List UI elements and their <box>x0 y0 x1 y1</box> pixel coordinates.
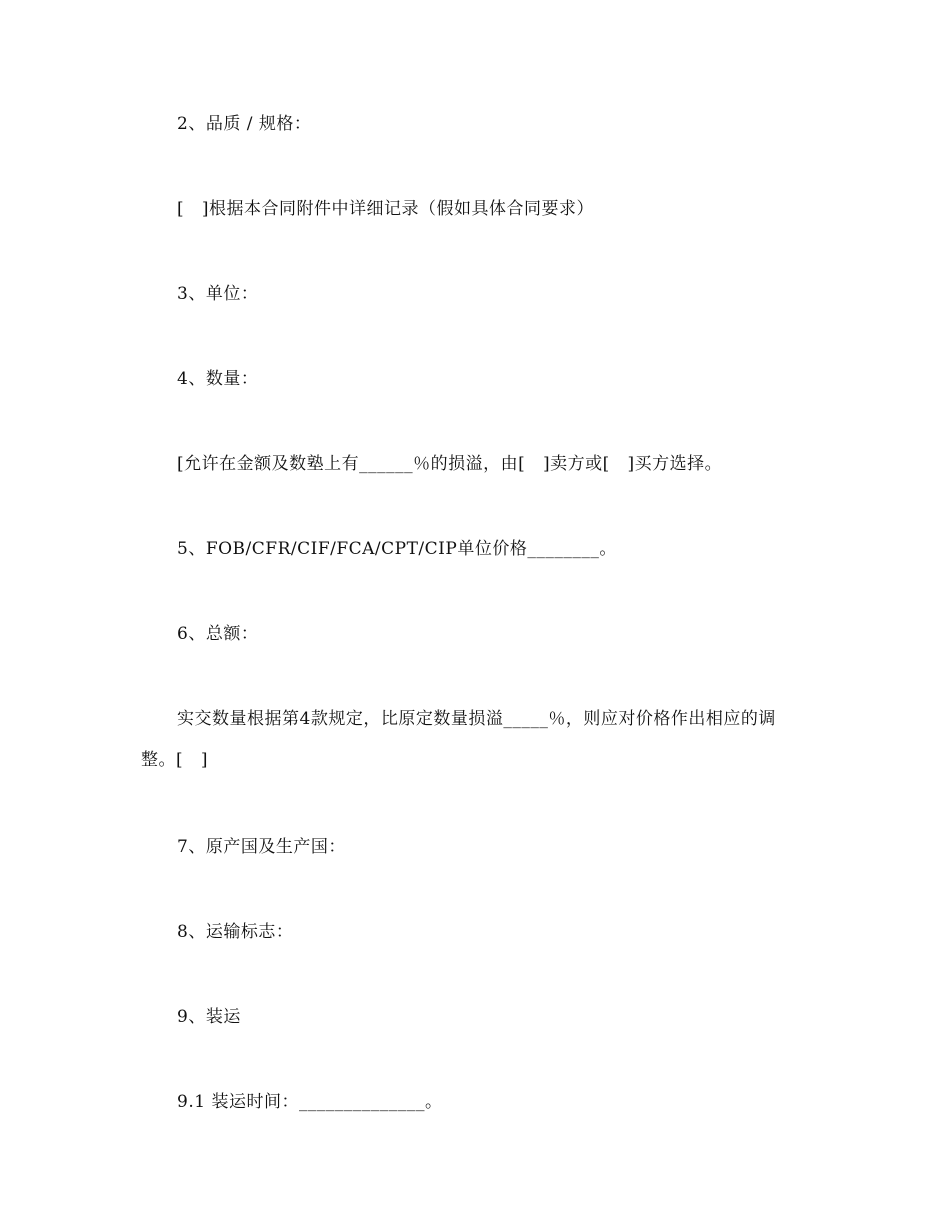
section-shipment-heading: 9、装运 <box>177 1007 241 1027</box>
section-quantity-heading: 4、数量： <box>177 369 259 389</box>
section-total-amount-heading: 6、总额： <box>177 624 259 644</box>
quantity-tolerance-clause: [允许在金额及数塾上有______％的损溢，由[ ]卖方或[ ]买方选择。 <box>177 454 723 474</box>
section-quality-heading: 2、品质 / 规格： <box>177 114 312 134</box>
section-shipping-marks-heading: 8、运输标志： <box>177 922 294 942</box>
total-adjustment-clause-line2: 整。[ ] <box>141 750 208 770</box>
shipment-time-clause: 9.1 装运时间：______________。 <box>177 1092 443 1112</box>
total-adjustment-clause-line1: 实交数量根据第4款规定，比原定数量损溢_____％，则应对价格作出相应的调 <box>177 709 776 729</box>
section-unit-price: 5、FOB/CFR/CIF/FCA/CPT/CIP单位价格________。 <box>177 539 617 559</box>
section-origin-heading: 7、原产国及生产国： <box>177 837 346 857</box>
quality-annex-clause: [ ]根据本合同附件中详细记录（假如具体合同要求） <box>177 199 594 219</box>
section-unit-heading: 3、单位： <box>177 284 259 304</box>
